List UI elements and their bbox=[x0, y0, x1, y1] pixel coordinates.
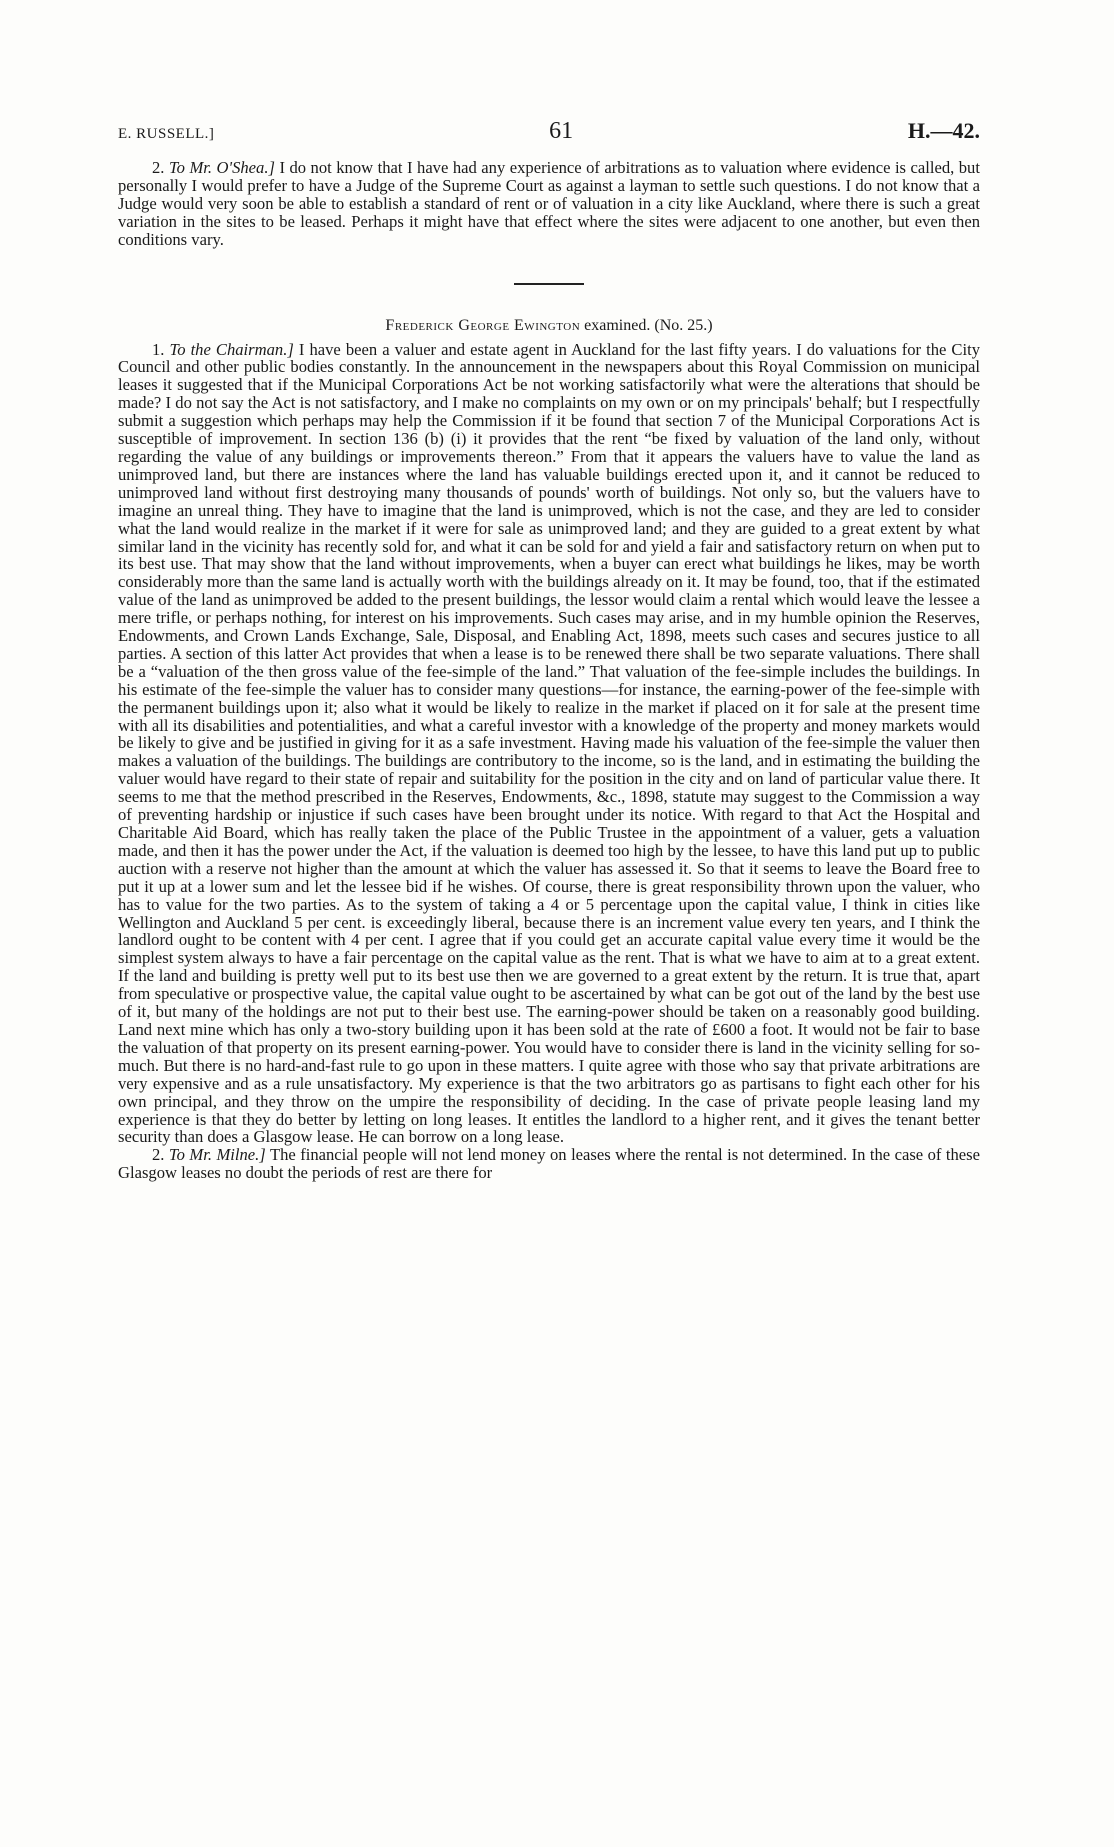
questioner: To Mr. O'Shea.] bbox=[168, 158, 275, 177]
question-number: 2. bbox=[152, 1145, 165, 1165]
question-number: 2. bbox=[152, 158, 165, 177]
questioner: To the Chairman.] bbox=[169, 339, 294, 359]
document-page bbox=[118, 118, 980, 1182]
witness-number: (No. 25.) bbox=[654, 316, 713, 334]
page-number: 61 bbox=[549, 118, 574, 144]
page-header bbox=[118, 118, 980, 145]
answer-paragraph-oshea bbox=[118, 159, 980, 249]
paper-reference: H.—42. bbox=[907, 118, 980, 143]
answer-paragraph-chairman bbox=[118, 341, 980, 1147]
witness-name: Frederick George Ewington bbox=[385, 316, 581, 334]
question-number: 1. bbox=[152, 339, 165, 359]
witness-heading bbox=[118, 317, 980, 335]
witness-examined: examined. bbox=[584, 316, 651, 334]
header-witness-name: E. RUSSELL.] bbox=[118, 126, 215, 142]
questioner: To Mr. Milne.] bbox=[168, 1145, 266, 1165]
answer-text: I have been a valuer and estate agent in Auckland for the last fifty years. I do valuations for the City Council and other public bodies constantly. In the announcement in the newspapers about this Royal Commission on municipal leases it suggested that if the Municipal Corporations Act be not working satisfactorily what were the alterations that should be made? I do not say the Act is not satisfactory, and I make no complaints on my own or on my principals' behalf; but I respectfully submit a suggestion which perhaps may help the Commission if it be found that section 7 of the Municipal Corporations Act is susceptible of improvement. In section 136 (b) (i) it provides that the rent “be fixed by valuation of the land only, without regarding the value of any buildings or improvements thereon.” From that it appears the valuers have to value the land as unimproved land, but there are instances where the land has valuable buildings erected upon it, and it cannot be reduced to unimproved land without first destroying many thousands of pounds' worth of buildings. Not only so, but the valuers have to imagine an unreal thing. They have to imagine that the land is unimproved, which is not the case, and they are led to consider what the land would realize in the market if it were for sale as unimproved land; and they are guided to a great extent by what similar land in the vicinity has recently sold for, and what it can be sold for and yield a fair and satisfactory return on when put to its best use. That may show that the land without improvements, when a buyer can erect what buildings he likes, may be worth considerably more than the same land is actually worth with the buildings already on it. It may be found, too, that if the estimated value of the land as unimproved be added to the present buildings, the lessor would claim a rental which would leave the lessee a mere trifle, or perhaps nothing, for interest on his improvements. Such cases may arise, and in my humble opinion the Reserves, Endowments, and Crown Lands Exchange, Sale, Disposal, and Enabling Act, 1898, meets such cases and secures justice to all parties. A section of this latter Act provides that when a lease is to be renewed there shall be two separate valuations. There shall be a “valuation of the then gross value of the fee-simple of the land.” That valuation of the fee-simple includes the buildings. In his estimate of the fee-simple the valuer has to consider many questions—for instance, the earning-power of the fee-simple with the permanent buildings upon it; also what it would be likely to realize in the market if placed on it for sale at the present time with all its disabilities and potentialities, and what a careful investor with a knowledge of the property and money markets would be likely to give and be justified in giving for it as a safe investment. Having made his valuation of the fee-simple the valuer then makes a valuation of the buildings. The buildings are contributory to the income, so is the land, and in estimating the building the valuer would have regard to their state of repair and suitability for the position in the city and on land of particular value there. It seems to me that the method prescribed in the Reserves, Endowments, &c., 1898, statute may suggest to the Commission a way of preventing hardship or injustice if such cases have been brought under its notice. With regard to that Act the Hospital and Charitable Aid Board, which has really taken the place of the Public Trustee in the appointment of a valuer, gets a valuation made, and then it has the power under the Act, if the valuation is deemed too high by the lessee, to have this land put up to public auction with a reserve not higher than the amount at which the valuer has assessed it. So that it seems to leave the Board free to put it up at a lower sum and let the lessee bid if he wishes. Of course, there is great responsibility thrown upon the valuer, who has to value for the two parties. As to the system of taking a 4 or 5 percentage upon the capital value, I think in cities like Wellington and Auckland 5 per cent. is exceedingly liberal, because there is an increment value every ten years, and I think the landlord ought to be content with 4 per cent. I agree that if you could get an accurate capital value every time it would be the simplest system always to have a fair percentage on the capital value as the rent. That is what we have to aim at to a great extent. If the land and building is pretty well put to its best use then we are governed to a great extent by the return. It is true that, apart from speculative or prospective value, the capital value ought to be ascertained by what can be got out of the land by the best use of it, but many of the holdings are not put to their best use. The earning-power should be taken on a reasonably good building. Land next mine which has only a two-story building upon it has been sold at the rate of £600 a foot. It would not be fair to base the valuation of that property on its present earning-power. You would have to consider there is land in the vicinity selling for so-much. But there is no hard-and-fast rule to go upon in these matters. I quite agree with those who say that private arbitrations are very expensive and as a rule unsatisfactory. My experience is that the two arbitrators go as partisans to fight each other for his own principal, and they throw on the umpire the responsibility of deciding. In the case of private people leasing land my experience is that they do better by letting on long leases. It entitles the landlord to a higher rent, and it gives the tenant better security than does a Glasgow lease. He can borrow on a long lease. bbox=[118, 339, 981, 1147]
answer-text: The financial people will not lend money on leases where the rental is not determined. In the case of these Glasgow leases no doubt the periods of rest are there for bbox=[118, 1145, 980, 1183]
answer-paragraph-milne bbox=[118, 1146, 980, 1182]
answer-text: I do not know that I have had any experience of arbitrations as to valuation where evidence is called, but personally I would prefer to have a Judge of the Supreme Court as against a layman to settle such questions. I do not know that a Judge would very soon be able to establish a standard of rent or of valuation in a city like Auckland, where there is such a great variation in the sites to be leased. Perhaps it might have that effect where the sites were adjacent to one another, but even then conditions vary. bbox=[118, 158, 980, 249]
section-divider bbox=[514, 283, 584, 285]
